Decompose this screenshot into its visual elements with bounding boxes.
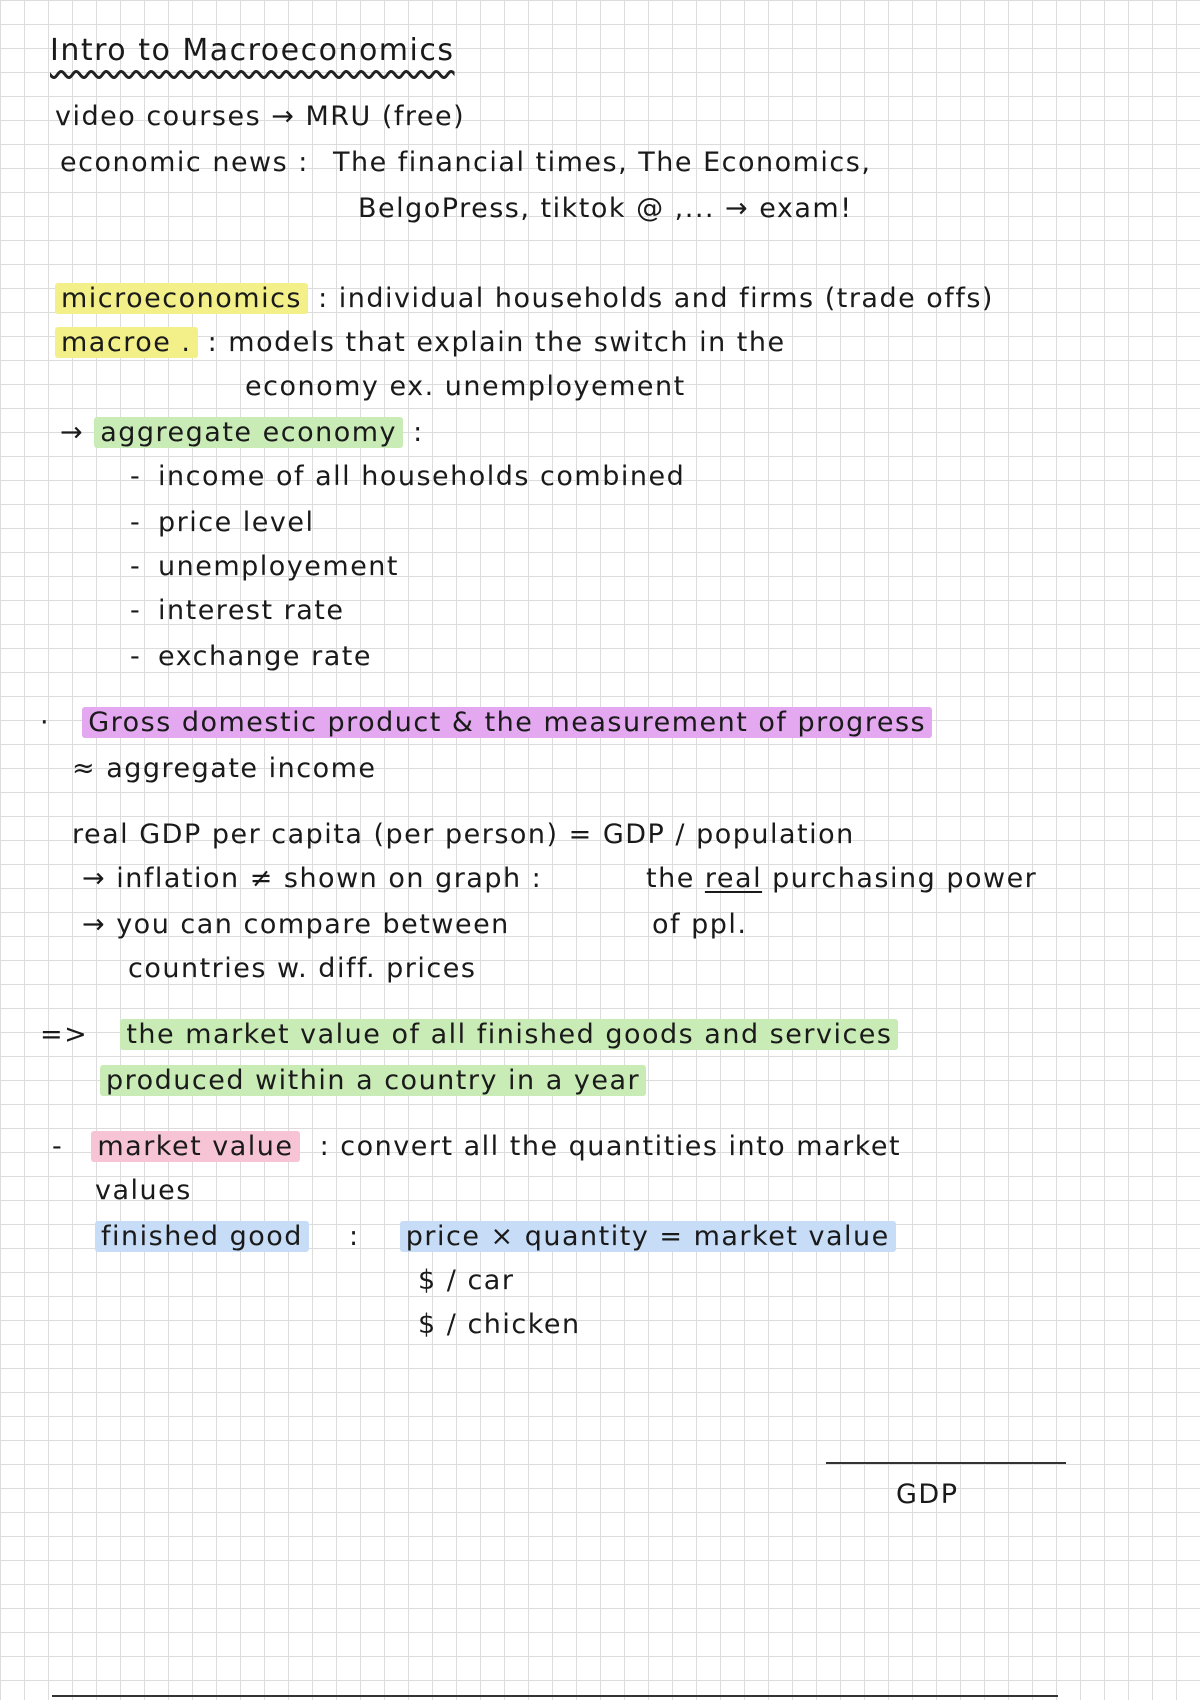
macro-term: macroe .	[55, 327, 198, 358]
definition-line-2	[100, 1064, 646, 1098]
video-label: video courses	[55, 101, 262, 132]
arrow-icon: →	[271, 101, 296, 132]
aggregate-list-item	[130, 506, 314, 540]
aggregate-list-item	[130, 550, 399, 584]
macro-line-2: economy ex. unemployement	[245, 371, 686, 402]
aggregate-list-item	[130, 460, 685, 494]
finished-good-colon: :	[349, 1221, 360, 1252]
dash: -	[52, 1131, 64, 1162]
real-gdp-line: real GDP per capita (per person) = GDP / population	[72, 819, 855, 850]
arrow-icon: →	[60, 417, 85, 448]
gdp-heading-line	[40, 706, 932, 740]
market-value-text: : convert all the quantities into market	[319, 1131, 902, 1162]
market-value-line-2: values	[95, 1175, 192, 1206]
definition-line	[40, 1018, 898, 1052]
definition-text: the market value of all finished goods and services	[120, 1019, 898, 1050]
economic-news-line	[60, 146, 871, 180]
aggregate-item-text: income of all households combined	[158, 461, 686, 492]
dash: -	[130, 595, 142, 626]
dash: -	[130, 507, 142, 538]
dash: -	[130, 461, 142, 492]
dash: -	[130, 641, 142, 672]
aggregate-item-text: exchange rate	[158, 641, 372, 672]
finished-good-term: finished good	[95, 1221, 309, 1252]
aggregate-colon: :	[413, 417, 424, 448]
video-courses-line	[55, 100, 465, 134]
news-sources: The financial times, The Economics,	[332, 147, 872, 178]
of-people-note: of ppl.	[652, 909, 748, 940]
finished-good-line	[95, 1220, 896, 1254]
video-value: MRU (free)	[305, 101, 466, 132]
market-value-line	[52, 1130, 901, 1164]
micro-term: microeconomics	[55, 283, 308, 314]
gdp-heading: Gross domestic product & the measurement of progress	[82, 707, 932, 738]
definition-text-2: produced within a country in a year	[100, 1065, 646, 1096]
aggregate-heading	[60, 416, 424, 450]
implies-arrow: =>	[40, 1019, 89, 1050]
page-title: Intro to Macroeconomics	[50, 33, 455, 68]
aggregate-list-item	[130, 640, 372, 674]
gdp-total: GDP	[896, 1479, 959, 1510]
aggregate-item-text: unemployement	[158, 551, 399, 582]
dash: -	[130, 551, 142, 582]
aggregate-term: aggregate economy	[94, 417, 403, 448]
micro-definition: : individual households and firms (trade offs)	[318, 283, 994, 314]
macro-line	[55, 326, 786, 360]
unit-chicken: $ / chicken	[418, 1309, 581, 1340]
inflation-line	[82, 862, 542, 896]
real-purchasing-note	[646, 862, 1037, 896]
unit-car: $ / car	[418, 1265, 515, 1296]
real-purchasing-text: the real purchasing power	[646, 863, 1038, 894]
aggregate-list-item	[130, 594, 345, 628]
formula: price × quantity = market value	[400, 1221, 896, 1252]
inflation-text: → inflation ≠ shown on graph :	[82, 863, 543, 894]
aggregate-item-text: price level	[158, 507, 315, 538]
economic-news-line-2: BelgoPress, tiktok @ ,... → exam!	[358, 193, 853, 224]
bullet-dot: ·	[40, 707, 51, 738]
micro-line	[55, 282, 994, 316]
compare-line: → you can compare between	[82, 909, 510, 940]
gdp-approx: ≈ aggregate income	[72, 753, 377, 784]
market-value-term: market value	[91, 1131, 299, 1162]
page-bottom-rule	[52, 1695, 1058, 1697]
macro-definition: : models that explain the switch in the	[207, 327, 786, 358]
news-label: economic news :	[60, 147, 309, 178]
countries-line: countries w. diff. prices	[128, 953, 477, 984]
sum-rule	[826, 1462, 1066, 1464]
aggregate-item-text: interest rate	[158, 595, 345, 626]
